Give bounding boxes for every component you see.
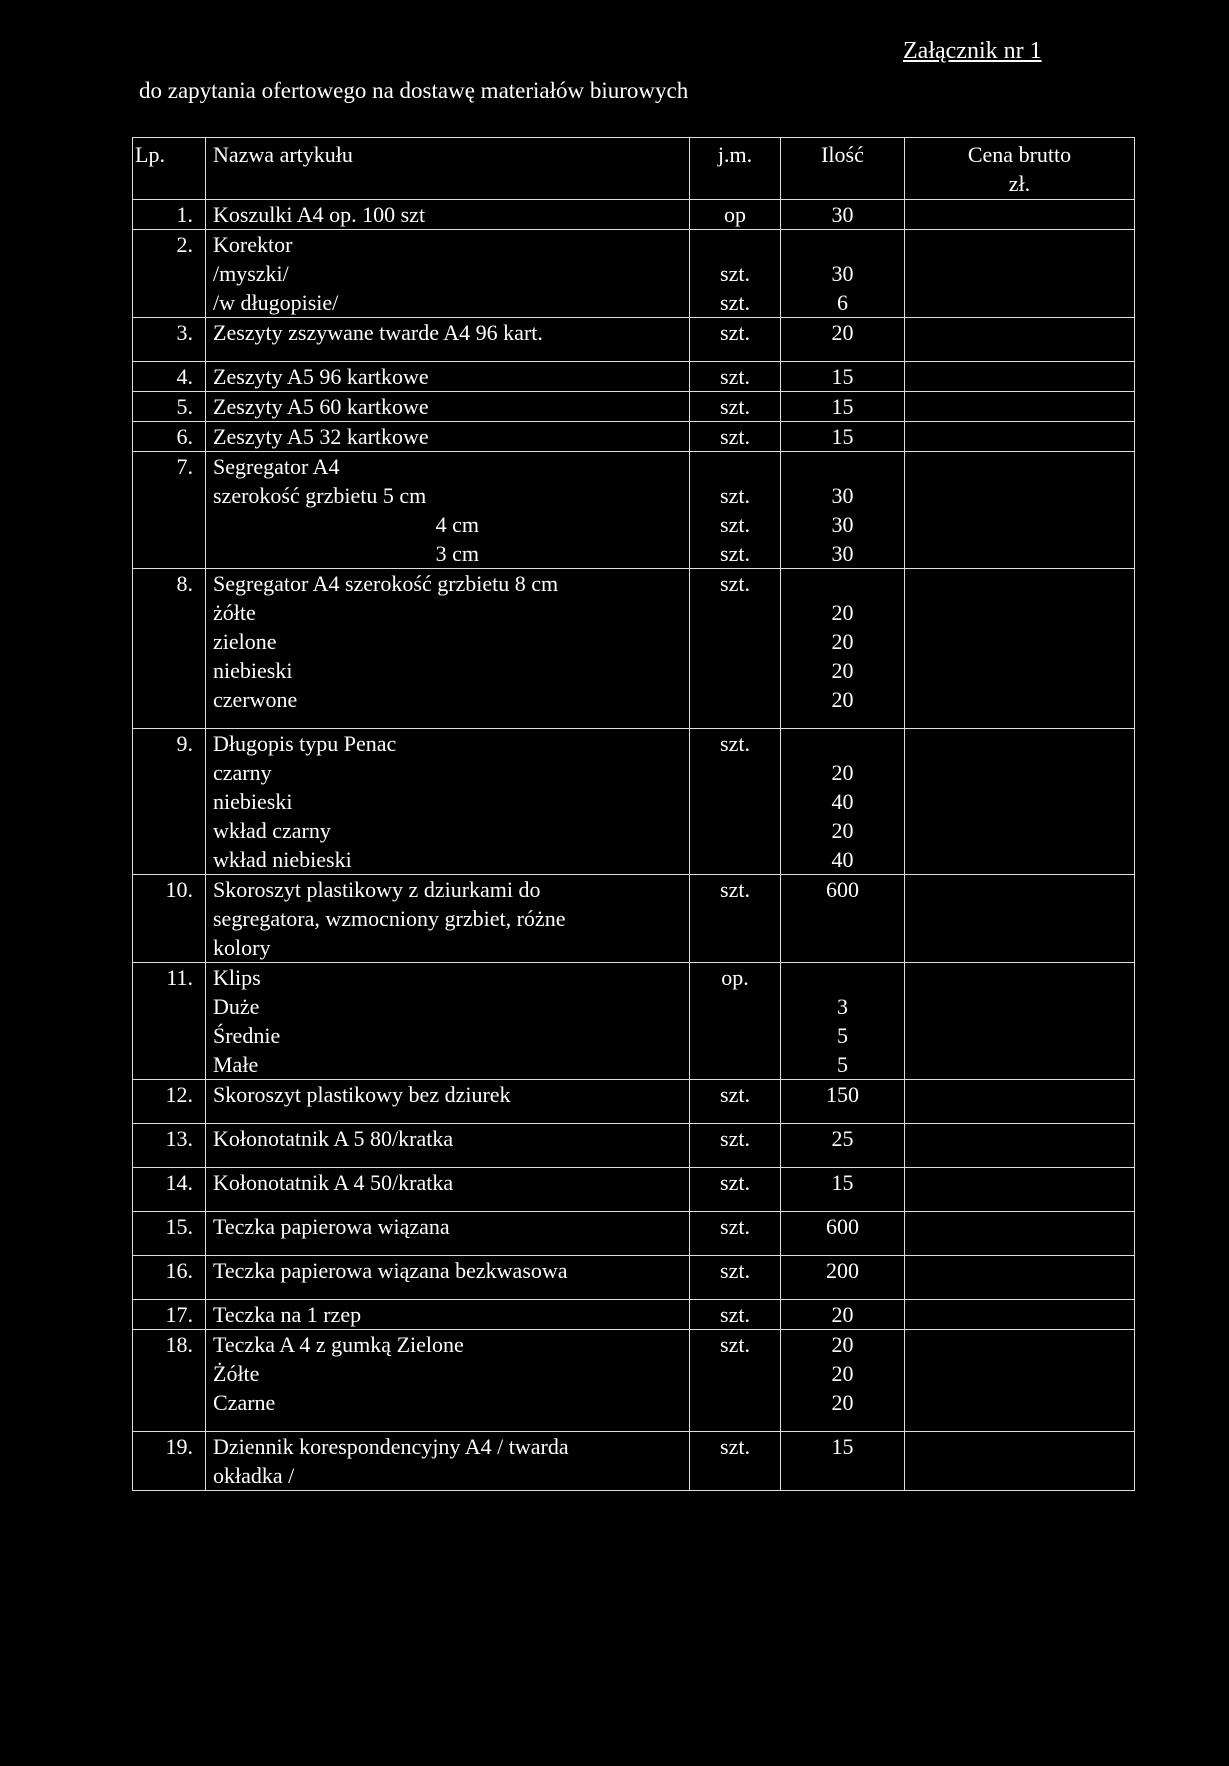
item-name-cell	[206, 963, 690, 1080]
table-row	[133, 1168, 1135, 1212]
price-cell[interactable]	[905, 1300, 1135, 1330]
quantity-line: 150	[826, 1082, 859, 1107]
price-cell[interactable]	[905, 362, 1135, 392]
quantity-line: 15	[831, 1170, 854, 1195]
row-spacer	[781, 1285, 904, 1299]
unit-line	[690, 230, 780, 259]
price-cell[interactable]	[905, 200, 1135, 230]
quantity-line: 20	[831, 658, 854, 683]
unit-line: op.	[721, 965, 749, 990]
quantity-line: 15	[831, 424, 854, 449]
unit-line	[690, 598, 780, 627]
unit-cell	[690, 1330, 781, 1432]
table-row	[133, 392, 1135, 422]
header-name: Nazwa artykułu	[206, 138, 690, 200]
unit-line	[690, 627, 780, 656]
price-cell[interactable]	[905, 1256, 1135, 1300]
item-name-cell	[206, 1300, 690, 1330]
row-number: 8.	[133, 569, 206, 729]
item-name-cell	[206, 422, 690, 452]
item-name-line: Zeszyty A5 60 kartkowe	[213, 394, 429, 419]
row-spacer	[213, 347, 689, 361]
item-name-line: Średnie	[213, 1023, 281, 1048]
table-header-row	[133, 138, 1135, 200]
attachment-label: Załącznik nr 1	[903, 38, 1042, 64]
unit-line	[690, 1461, 780, 1490]
unit-line: szt.	[720, 1302, 750, 1327]
row-spacer	[690, 1285, 780, 1299]
unit-cell	[690, 392, 781, 422]
item-name-line: Dziennik korespondencyjny A4 / twarda	[213, 1434, 569, 1459]
unit-cell	[690, 1432, 781, 1491]
item-name-line: niebieski	[213, 658, 293, 683]
item-name-line: Klips	[213, 965, 261, 990]
item-name-line: Teczka A 4 z gumką Zielone	[213, 1332, 464, 1357]
unit-line	[690, 758, 780, 787]
unit-cell	[690, 1256, 781, 1300]
header-price-line2: zł.	[1008, 171, 1031, 196]
table-row	[133, 1080, 1135, 1124]
row-number: 17.	[133, 1300, 206, 1330]
price-cell[interactable]	[905, 392, 1135, 422]
table-row	[133, 1212, 1135, 1256]
item-name-cell	[206, 318, 690, 362]
price-cell[interactable]	[905, 318, 1135, 362]
item-name-line: Skoroszyt plastikowy z dziurkami do	[213, 877, 541, 902]
item-name-line: segregatora, wzmocniony grzbiet, różne	[213, 906, 566, 931]
item-name-cell	[206, 200, 690, 230]
item-name-line: czarny	[213, 760, 272, 785]
item-name-line: czerwone	[213, 687, 298, 712]
quantity-line: 15	[831, 364, 854, 389]
item-name-line: żółte	[213, 600, 256, 625]
quantity-cell	[781, 362, 905, 392]
unit-line: szt.	[720, 731, 750, 756]
quantity-line	[781, 904, 904, 933]
item-name-cell	[206, 1168, 690, 1212]
item-name-line: Skoroszyt plastikowy bez dziurek	[213, 1082, 511, 1107]
item-name-line: Długopis typu Penac	[213, 731, 397, 756]
item-name-line: 4 cm	[435, 512, 479, 537]
unit-cell	[690, 422, 781, 452]
unit-line	[690, 904, 780, 933]
row-spacer	[690, 1241, 780, 1255]
quantity-cell	[781, 569, 905, 729]
item-name-line: okładka /	[213, 1463, 295, 1488]
row-number: 19.	[133, 1432, 206, 1491]
item-name-line: Duże	[213, 994, 260, 1019]
header-price-line1: Cena brutto	[967, 142, 1072, 167]
item-name-cell	[206, 1256, 690, 1300]
unit-cell	[690, 963, 781, 1080]
quantity-line: 40	[831, 789, 854, 814]
unit-line	[690, 845, 780, 874]
unit-line: szt.	[720, 261, 750, 286]
quantity-line: 20	[831, 600, 854, 625]
row-number: 12.	[133, 1080, 206, 1124]
row-number: 2.	[133, 230, 206, 318]
unit-cell	[690, 318, 781, 362]
price-cell[interactable]	[905, 963, 1135, 1080]
row-number: 6.	[133, 422, 206, 452]
header-qty: Ilość	[781, 138, 905, 200]
row-number: 7.	[133, 452, 206, 569]
unit-line: szt.	[720, 1258, 750, 1283]
row-spacer	[213, 1153, 689, 1167]
table-row	[133, 1432, 1135, 1491]
quantity-line: 30	[831, 512, 854, 537]
unit-line: szt.	[720, 290, 750, 315]
row-number: 1.	[133, 200, 206, 230]
table-row	[133, 452, 1135, 569]
item-name-line: wkład niebieski	[213, 847, 352, 872]
item-name-cell	[206, 230, 690, 318]
item-name-line: Kołonotatnik A 4 50/kratka	[213, 1170, 454, 1195]
table-row	[133, 569, 1135, 729]
unit-cell	[690, 729, 781, 875]
row-spacer	[781, 1109, 904, 1123]
item-name-line: Zeszyty A5 96 kartkowe	[213, 364, 429, 389]
row-spacer	[781, 1197, 904, 1211]
row-spacer	[690, 714, 780, 728]
item-name-line: szerokość grzbietu 5 cm	[213, 483, 427, 508]
unit-cell	[690, 1168, 781, 1212]
header-lp: Lp.	[133, 138, 206, 200]
quantity-line	[781, 452, 904, 481]
price-cell[interactable]	[905, 1080, 1135, 1124]
unit-line: szt.	[720, 1332, 750, 1357]
unit-cell	[690, 200, 781, 230]
quantity-line: 15	[831, 1434, 854, 1459]
quantity-line: 15	[831, 394, 854, 419]
quantity-cell	[781, 1330, 905, 1432]
item-name-line: Korektor	[213, 232, 293, 257]
table-row	[133, 362, 1135, 392]
item-name-line: Czarne	[213, 1390, 276, 1415]
quantity-line	[781, 933, 904, 962]
quantity-line: 30	[831, 202, 854, 227]
unit-line: szt.	[720, 1214, 750, 1239]
row-number: 13.	[133, 1124, 206, 1168]
unit-line: szt.	[720, 1082, 750, 1107]
price-cell[interactable]	[905, 1212, 1135, 1256]
unit-line: szt.	[720, 1170, 750, 1195]
row-number: 15.	[133, 1212, 206, 1256]
item-name-cell	[206, 1080, 690, 1124]
price-cell[interactable]	[905, 1330, 1135, 1432]
row-number: 18.	[133, 1330, 206, 1432]
quantity-line	[781, 729, 904, 758]
table-row	[133, 1330, 1135, 1432]
unit-cell	[690, 875, 781, 963]
unit-cell	[690, 1080, 781, 1124]
table-row	[133, 422, 1135, 452]
unit-line	[690, 933, 780, 962]
row-spacer	[213, 1109, 689, 1123]
quantity-cell	[781, 200, 905, 230]
quantity-cell	[781, 230, 905, 318]
row-spacer	[213, 1285, 689, 1299]
quantity-cell	[781, 452, 905, 569]
quantity-line: 25	[831, 1126, 854, 1151]
table-row	[133, 729, 1135, 875]
row-spacer	[213, 1417, 689, 1431]
quantity-line: 20	[831, 760, 854, 785]
unit-line: szt.	[720, 877, 750, 902]
price-cell[interactable]	[905, 875, 1135, 963]
header-unit: j.m.	[690, 138, 781, 200]
unit-line: szt.	[720, 1434, 750, 1459]
item-name-cell	[206, 729, 690, 875]
document-subtitle: do zapytania ofertowego na dostawę materiałów biurowych	[139, 78, 689, 103]
row-spacer	[781, 714, 904, 728]
table-row	[133, 230, 1135, 318]
item-name-cell	[206, 1432, 690, 1491]
quantity-line	[781, 1461, 904, 1490]
unit-line: szt.	[720, 571, 750, 596]
unit-line	[690, 452, 780, 481]
row-number: 3.	[133, 318, 206, 362]
row-spacer	[690, 1109, 780, 1123]
item-name-line: /myszki/	[213, 261, 289, 286]
row-spacer	[690, 347, 780, 361]
item-name-line: Małe	[213, 1052, 259, 1077]
quantity-line: 5	[837, 1023, 848, 1048]
quantity-line: 20	[831, 1302, 854, 1327]
price-cell[interactable]	[905, 422, 1135, 452]
quantity-line: 20	[831, 1332, 854, 1357]
quantity-cell	[781, 1300, 905, 1330]
item-name-line: Zeszyty A5 32 kartkowe	[213, 424, 429, 449]
item-name-line: zielone	[213, 629, 277, 654]
quantity-cell	[781, 729, 905, 875]
unit-line: szt.	[720, 541, 750, 566]
unit-line	[690, 685, 780, 714]
row-number: 9.	[133, 729, 206, 875]
table-row	[133, 875, 1135, 963]
item-name-line: Zeszyty zszywane twarde A4 96 kart.	[213, 320, 543, 345]
item-name-cell	[206, 392, 690, 422]
quantity-line: 20	[831, 818, 854, 843]
row-spacer	[781, 347, 904, 361]
quantity-cell	[781, 1168, 905, 1212]
items-table	[132, 137, 1135, 1491]
price-cell[interactable]	[905, 569, 1135, 729]
quantity-cell	[781, 1080, 905, 1124]
unit-cell	[690, 1212, 781, 1256]
item-name-cell	[206, 362, 690, 392]
row-number: 10.	[133, 875, 206, 963]
quantity-line	[781, 230, 904, 259]
item-name-cell	[206, 452, 690, 569]
item-name-line: Segregator A4	[213, 454, 340, 479]
unit-line	[690, 1388, 780, 1417]
item-name-cell	[206, 1212, 690, 1256]
row-spacer	[690, 1417, 780, 1431]
row-number: 4.	[133, 362, 206, 392]
quantity-line: 3	[837, 994, 848, 1019]
quantity-line: 600	[826, 1214, 859, 1239]
price-cell[interactable]	[905, 230, 1135, 318]
price-cell[interactable]	[905, 729, 1135, 875]
table-row	[133, 1256, 1135, 1300]
row-spacer	[213, 1197, 689, 1211]
table-row	[133, 963, 1135, 1080]
row-spacer	[781, 1241, 904, 1255]
quantity-line: 6	[837, 290, 848, 315]
item-name-line: Żółte	[213, 1361, 260, 1386]
table-body	[133, 200, 1135, 1491]
price-cell[interactable]	[905, 1168, 1135, 1212]
unit-line: szt.	[720, 483, 750, 508]
unit-line: op	[724, 202, 746, 227]
item-name-cell	[206, 1330, 690, 1432]
header-price	[905, 138, 1135, 200]
unit-cell	[690, 452, 781, 569]
quantity-cell	[781, 318, 905, 362]
item-name-line: 3 cm	[435, 541, 479, 566]
quantity-line: 30	[831, 541, 854, 566]
quantity-line: 5	[837, 1052, 848, 1077]
item-name-line: Kołonotatnik A 5 80/kratka	[213, 1126, 454, 1151]
item-name-line: Teczka papierowa wiązana bezkwasowa	[213, 1258, 568, 1283]
item-name-cell	[206, 875, 690, 963]
row-number: 14.	[133, 1168, 206, 1212]
unit-cell	[690, 569, 781, 729]
quantity-line: 20	[831, 320, 854, 345]
quantity-cell	[781, 1124, 905, 1168]
unit-line	[690, 1050, 780, 1079]
row-spacer	[690, 1153, 780, 1167]
unit-line	[690, 992, 780, 1021]
quantity-line	[781, 569, 904, 598]
row-spacer	[213, 1241, 689, 1255]
item-name-line: /w długopisie/	[213, 290, 339, 315]
item-name-line: Teczka na 1 rzep	[213, 1302, 362, 1327]
unit-line	[690, 816, 780, 845]
price-cell[interactable]	[905, 1124, 1135, 1168]
table-row	[133, 318, 1135, 362]
quantity-line	[781, 963, 904, 992]
table-row	[133, 200, 1135, 230]
quantity-line: 30	[831, 261, 854, 286]
quantity-cell	[781, 392, 905, 422]
quantity-line: 20	[831, 687, 854, 712]
price-cell[interactable]	[905, 1432, 1135, 1491]
unit-cell	[690, 1124, 781, 1168]
unit-line	[690, 656, 780, 685]
unit-line: szt.	[720, 424, 750, 449]
row-number: 5.	[133, 392, 206, 422]
row-number: 16.	[133, 1256, 206, 1300]
unit-line: szt.	[720, 512, 750, 537]
item-name-line: Teczka papierowa wiązana	[213, 1214, 450, 1239]
quantity-line: 40	[831, 847, 854, 872]
item-name-cell	[206, 569, 690, 729]
unit-line	[690, 1021, 780, 1050]
quantity-line: 200	[826, 1258, 859, 1283]
quantity-line: 20	[831, 1390, 854, 1415]
price-cell[interactable]	[905, 452, 1135, 569]
item-name-cell	[206, 1124, 690, 1168]
unit-line: szt.	[720, 1126, 750, 1151]
row-spacer	[781, 1417, 904, 1431]
table-row	[133, 1124, 1135, 1168]
quantity-cell	[781, 1212, 905, 1256]
quantity-line: 600	[826, 877, 859, 902]
row-spacer	[213, 714, 689, 728]
item-name-line: Segregator A4 szerokość grzbietu 8 cm	[213, 571, 559, 596]
quantity-cell	[781, 422, 905, 452]
quantity-cell	[781, 963, 905, 1080]
unit-cell	[690, 230, 781, 318]
unit-line: szt.	[720, 320, 750, 345]
item-name-line: wkład czarny	[213, 818, 331, 843]
table-row	[133, 1300, 1135, 1330]
quantity-line: 20	[831, 1361, 854, 1386]
item-name-line: niebieski	[213, 789, 293, 814]
quantity-cell	[781, 1256, 905, 1300]
row-spacer	[690, 1197, 780, 1211]
item-name-line: Koszulki A4 op. 100 szt	[213, 202, 426, 227]
quantity-cell	[781, 875, 905, 963]
item-name-line: kolory	[213, 935, 271, 960]
unit-line: szt.	[720, 364, 750, 389]
unit-line	[690, 1359, 780, 1388]
quantity-line: 30	[831, 483, 854, 508]
unit-cell	[690, 1300, 781, 1330]
unit-line	[690, 787, 780, 816]
unit-cell	[690, 362, 781, 392]
unit-line: szt.	[720, 394, 750, 419]
quantity-cell	[781, 1432, 905, 1491]
quantity-line: 20	[831, 629, 854, 654]
row-number: 11.	[133, 963, 206, 1080]
row-spacer	[781, 1153, 904, 1167]
